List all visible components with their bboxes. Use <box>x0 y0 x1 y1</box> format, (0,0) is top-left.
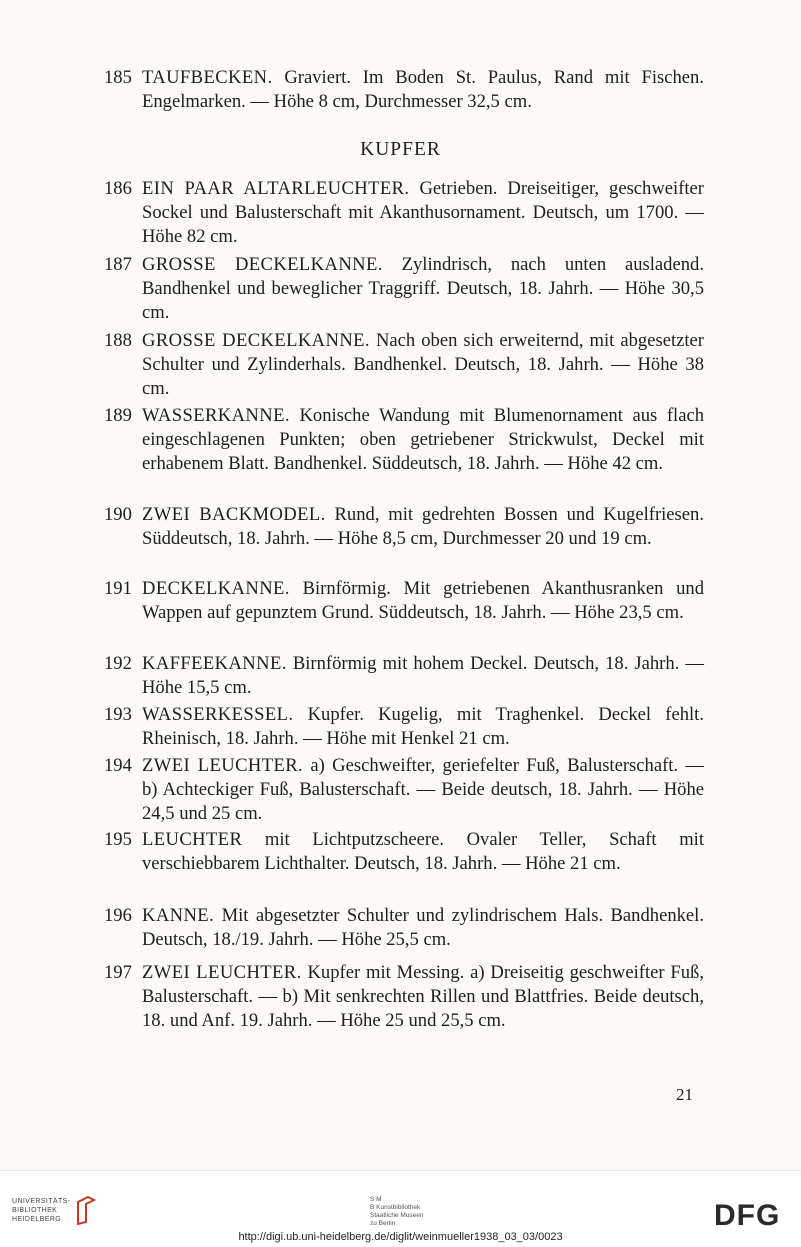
entry-text: Rund, mit gedrehten Bossen und Kugelfriesen. Süddeutsch, 18. Jahrh. — Höhe 8,5 cm, Durchmesser 20 und 19 cm. <box>142 504 704 549</box>
entry-number: 195 <box>104 829 132 850</box>
library-logo-text: UNIVERSITÄTS- BIBLIOTHEK HEIDELBERG <box>12 1198 71 1223</box>
entry-title: KANNE. <box>142 905 215 926</box>
digitization-footer <box>0 1170 801 1247</box>
entry-text: Birnförmig. Mit getriebenen Akanthusranken und Wappen auf gepunztem Grund. Süddeutsch, 18. Jahrh. — Höhe 23,5 cm. <box>142 578 704 623</box>
entry-text: Kupfer mit Messing. a) Dreiseitig geschweifter Fuß, Balusterschaft. — b) Mit senkrechten Rillen und Blattfries. Beide deutsch, 18. und Anf. 19. Jahrh. — Höhe 25 und 25,5 cm. <box>142 962 704 1031</box>
entry-number: 190 <box>104 504 132 525</box>
entry-title: GROSSE DECKELKANNE. <box>142 330 370 351</box>
entry-text: mit Lichtputzscheere. Ovaler Teller, Schaft mit verschiebbarem Lichthalter. Deutsch, 18. Jahrh. — Höhe 21 cm. <box>142 829 704 874</box>
entry-title: TAUFBECKEN. <box>142 67 273 88</box>
entry-text: Zylindrisch, nach unten ausladend. Bandhenkel und beweglicher Traggriff. Deutsch, 18. Jahrh. — Höhe 30,5 cm. <box>142 254 704 323</box>
catalog-entry-187 <box>104 253 704 325</box>
entry-text: Graviert. Im Boden St. Paulus, Rand mit Fischen. Engelmarken. — Höhe 8 cm, Durchmesser 32,5 cm. <box>142 67 705 112</box>
entry-title: DECKELKANNE. <box>142 578 290 599</box>
entry-title: GROSSE DECKELKANNE. <box>142 254 383 275</box>
entry-title: ZWEI LEUCHTER. <box>142 755 304 776</box>
catalog-entry-193 <box>104 703 704 751</box>
entry-number: 193 <box>104 704 132 725</box>
catalog-entry-191 <box>104 577 704 625</box>
entry-text: a) Geschweifter, geriefelter Fuß, Balusterschaft. — b) Achteckiger Fuß, Balusterschaft. — Beide deutsch, 18. Jahrh. — Höhe 24,5 und 25 cm. <box>142 755 704 824</box>
dfg-logo: DFG <box>714 1199 781 1232</box>
catalog-entry-196 <box>104 904 704 952</box>
entry-title: EIN PAAR ALTARLEUCHTER. <box>142 178 410 199</box>
entry-title: KAFFEEKANNE. <box>142 653 287 674</box>
entry-number: 191 <box>104 578 132 599</box>
entry-number: 187 <box>104 254 132 275</box>
entry-title: WASSERKANNE. <box>142 405 290 426</box>
entry-number: 194 <box>104 755 132 776</box>
section-heading: KUPFER <box>360 139 441 160</box>
catalog-entry-192 <box>104 652 704 700</box>
entry-text: Birnförmig mit hohem Deckel. Deutsch, 18. Jahrh. — Höhe 15,5 cm. <box>142 653 704 698</box>
entry-text: Konische Wandung mit Blumenornament aus flach eingeschlagenen Punkten; oben getriebener Strickwulst, Deckel mit erhabenem Blatt. Bandhenkel. Süddeutsch, 18. Jahrh. — Höhe 42 cm. <box>142 405 705 474</box>
museum-stamp: S M B Kunstbibliothek Staatliche Museen zu Berlin <box>370 1196 424 1227</box>
source-url-link[interactable]: http://digi.ub.uni-heidelberg.de/diglit/weinmueller1938_03_03/0023 <box>238 1231 563 1243</box>
catalog-entry-186 <box>104 177 704 249</box>
entry-number: 197 <box>104 962 132 983</box>
entry-text: Nach oben sich erweiternd, mit abgesetzter Schulter und Zylinderhals. Bandhenkel. Deutsch, 18. Jahrh. — Höhe 38 cm. <box>142 330 704 399</box>
entry-number: 196 <box>104 905 132 926</box>
entry-title: ZWEI LEUCHTER. <box>142 962 302 983</box>
page-number: 21 <box>676 1085 693 1104</box>
entry-number: 186 <box>104 178 132 199</box>
entry-text: Getrieben. Dreiseitiger, geschweifter Sockel und Balusterschaft mit Akanthusornament. Deutsch, um 1700. — Höhe 82 cm. <box>142 178 705 247</box>
entry-number: 188 <box>104 330 132 351</box>
entry-text: Kupfer. Kugelig, mit Traghenkel. Deckel fehlt. Rheinisch, 18. Jahrh. — Höhe mit Henkel 21 cm. <box>142 704 704 749</box>
catalog-entry-197 <box>104 961 704 1033</box>
catalog-entry-190 <box>104 503 704 551</box>
entry-title: LEUCHTER <box>142 829 243 850</box>
library-mark-icon <box>74 1194 98 1228</box>
entry-text: Mit abgesetzter Schulter und zylindrischem Hals. Bandhenkel. Deutsch, 18./19. Jahrh. — Höhe 25,5 cm. <box>142 905 704 950</box>
entry-title: ZWEI BACKMODEL. <box>142 504 326 525</box>
entry-number: 185 <box>104 67 132 88</box>
entry-number: 189 <box>104 405 132 426</box>
catalog-entry-189 <box>104 404 704 476</box>
entry-title: WASSERKESSEL. <box>142 704 294 725</box>
entry-number: 192 <box>104 653 132 674</box>
catalog-entry-188 <box>104 329 704 401</box>
catalog-entry-194 <box>104 754 704 826</box>
catalog-entry-195 <box>104 828 704 876</box>
catalog-entry-185 <box>104 66 704 114</box>
